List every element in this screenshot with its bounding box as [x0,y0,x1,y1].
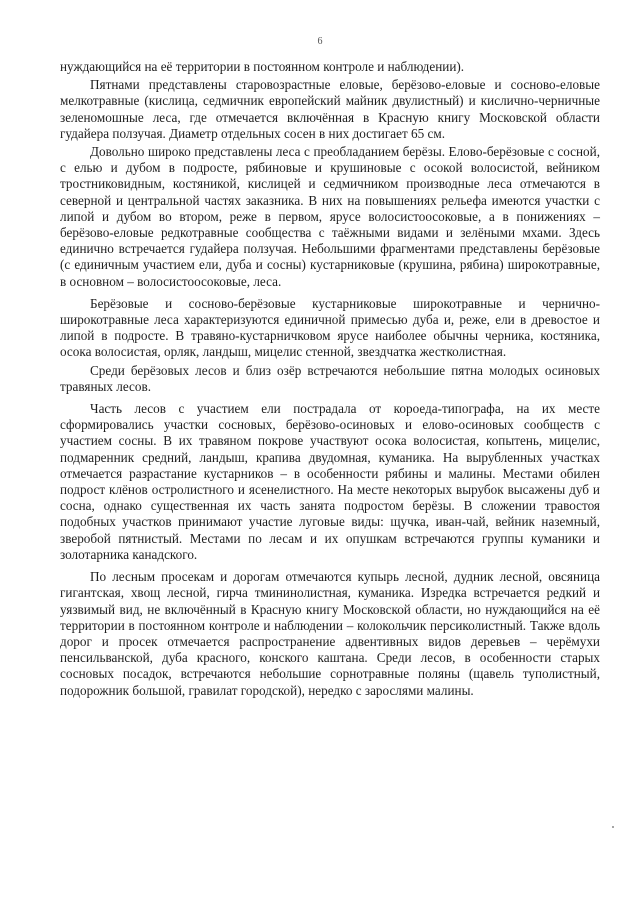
body-text [60,59,600,705]
paragraph-forest-roads: По лесным просекам и дорогам отмечаются купырь лесной, дудник лесной, овсяница гигантская, хвощ лесной, гирча тмининолистная, куманика. Изредка встречается редкий и уязвимый вид, не включённый в Красную книгу Московской области, но нуждающийся на её территории в постоянном контроле и наблюдении – колокольчик персиколистный. Также вдоль дорог и просек отмечается распространение адвентивных видов деревьев – черёмухи пенсильванской, дуба красного, конского каштана. Среди лесов, в особенности старых сосновых посадок, встречаются небольшие сорнотравные поляны (щавель туполистный, подорожник большой, гравилат городской), нередко с зарослями малины. [60,569,600,698]
paragraph-shrub-broadgrass-forests: Берёзовые и сосново-берёзовые кустарниковые широкотравные и чернично-широкотравные леса характеризуются единичной примесью дуба и, реже, ели в древостое и липой в подросте. В травяно-кустарничковом ярусе наиболее обычны черника, костяника, осока волосистая, орляк, ландыш, мицелис стенной, звездчатка жестколистная. [60,295,600,360]
paragraph-continuation: нуждающийся на её территории в постоянном контроле и наблюдении). [60,59,465,74]
paragraph-aspen-forests: Среди берёзовых лесов и близ озёр встречаются небольшие пятна молодых осиновых травяных лесов. [60,362,600,394]
paragraph-birch-forests: Довольно широко представлены леса с преобладанием берёзы. Елово-берёзовые с сосной, с елью и дубом в подросте, рябиновые и крушиновые с осокой волосистой, вейником тростниковидным, костяникой, кислицей и седмичником производные леса отмечаются в северной и центральной частях заказника. В них на повышениях рельефа имеются участки с липой и дубом во втором, реже в первом, ярусе волосистоосоковые, а в понижениях – берёзово-еловые редкотравные сообщества с таёжными видами и зелёными мхами. Здесь единично встречается гудайера ползучая. Небольшими фрагментами представлены берёзовые (с единичным участием ели, дуба и сосны) кустарниковые (крушина, рябина) широкотравные, в основном – волосистоосоковые, леса. [60,144,600,289]
scan-speck [612,826,614,828]
paragraph-bark-beetle-damage: Часть лесов с участием ели пострадала от короеда-типографа, на их месте сформировались участки сосновых, берёзово-осиновых и елово-осиновых сообществ с участием сосны. В их травяном покрове участвуют осока волосистая, копытень, мицелис, подмаренник средний, ландыш, крапива двудомная, куманика. На вырубленных участках отмечается разрастание кустарников – в особенности рябины и малины. Местами обилен подрост клёнов остролистного и ясенелистного. На месте некоторых вырубок высажены дуб и сосна, однако существенная их часть занята подростом берёзы. В сложении травостоя подобных участков принимают участие луговые виды: щучка, иван-чай, вейник наземный, зверобой пятнистый. Местами по лесам и их опушкам встречаются группы куманики и золотарника канадского. [60,401,600,562]
page-number: 6 [317,36,323,47]
paragraph-spruce-forests: Пятнами представлены старовозрастные еловые, берёзово-еловые и сосново-еловые мелкотравные (кислица, седмичник европейский майник двулистный) и кислично-черничные зеленомошные леса, где отмечается включённая в Красную книгу Московской области гудайера ползучая. Диаметр отдельных сосен в них достигает 65 см. [60,77,600,141]
